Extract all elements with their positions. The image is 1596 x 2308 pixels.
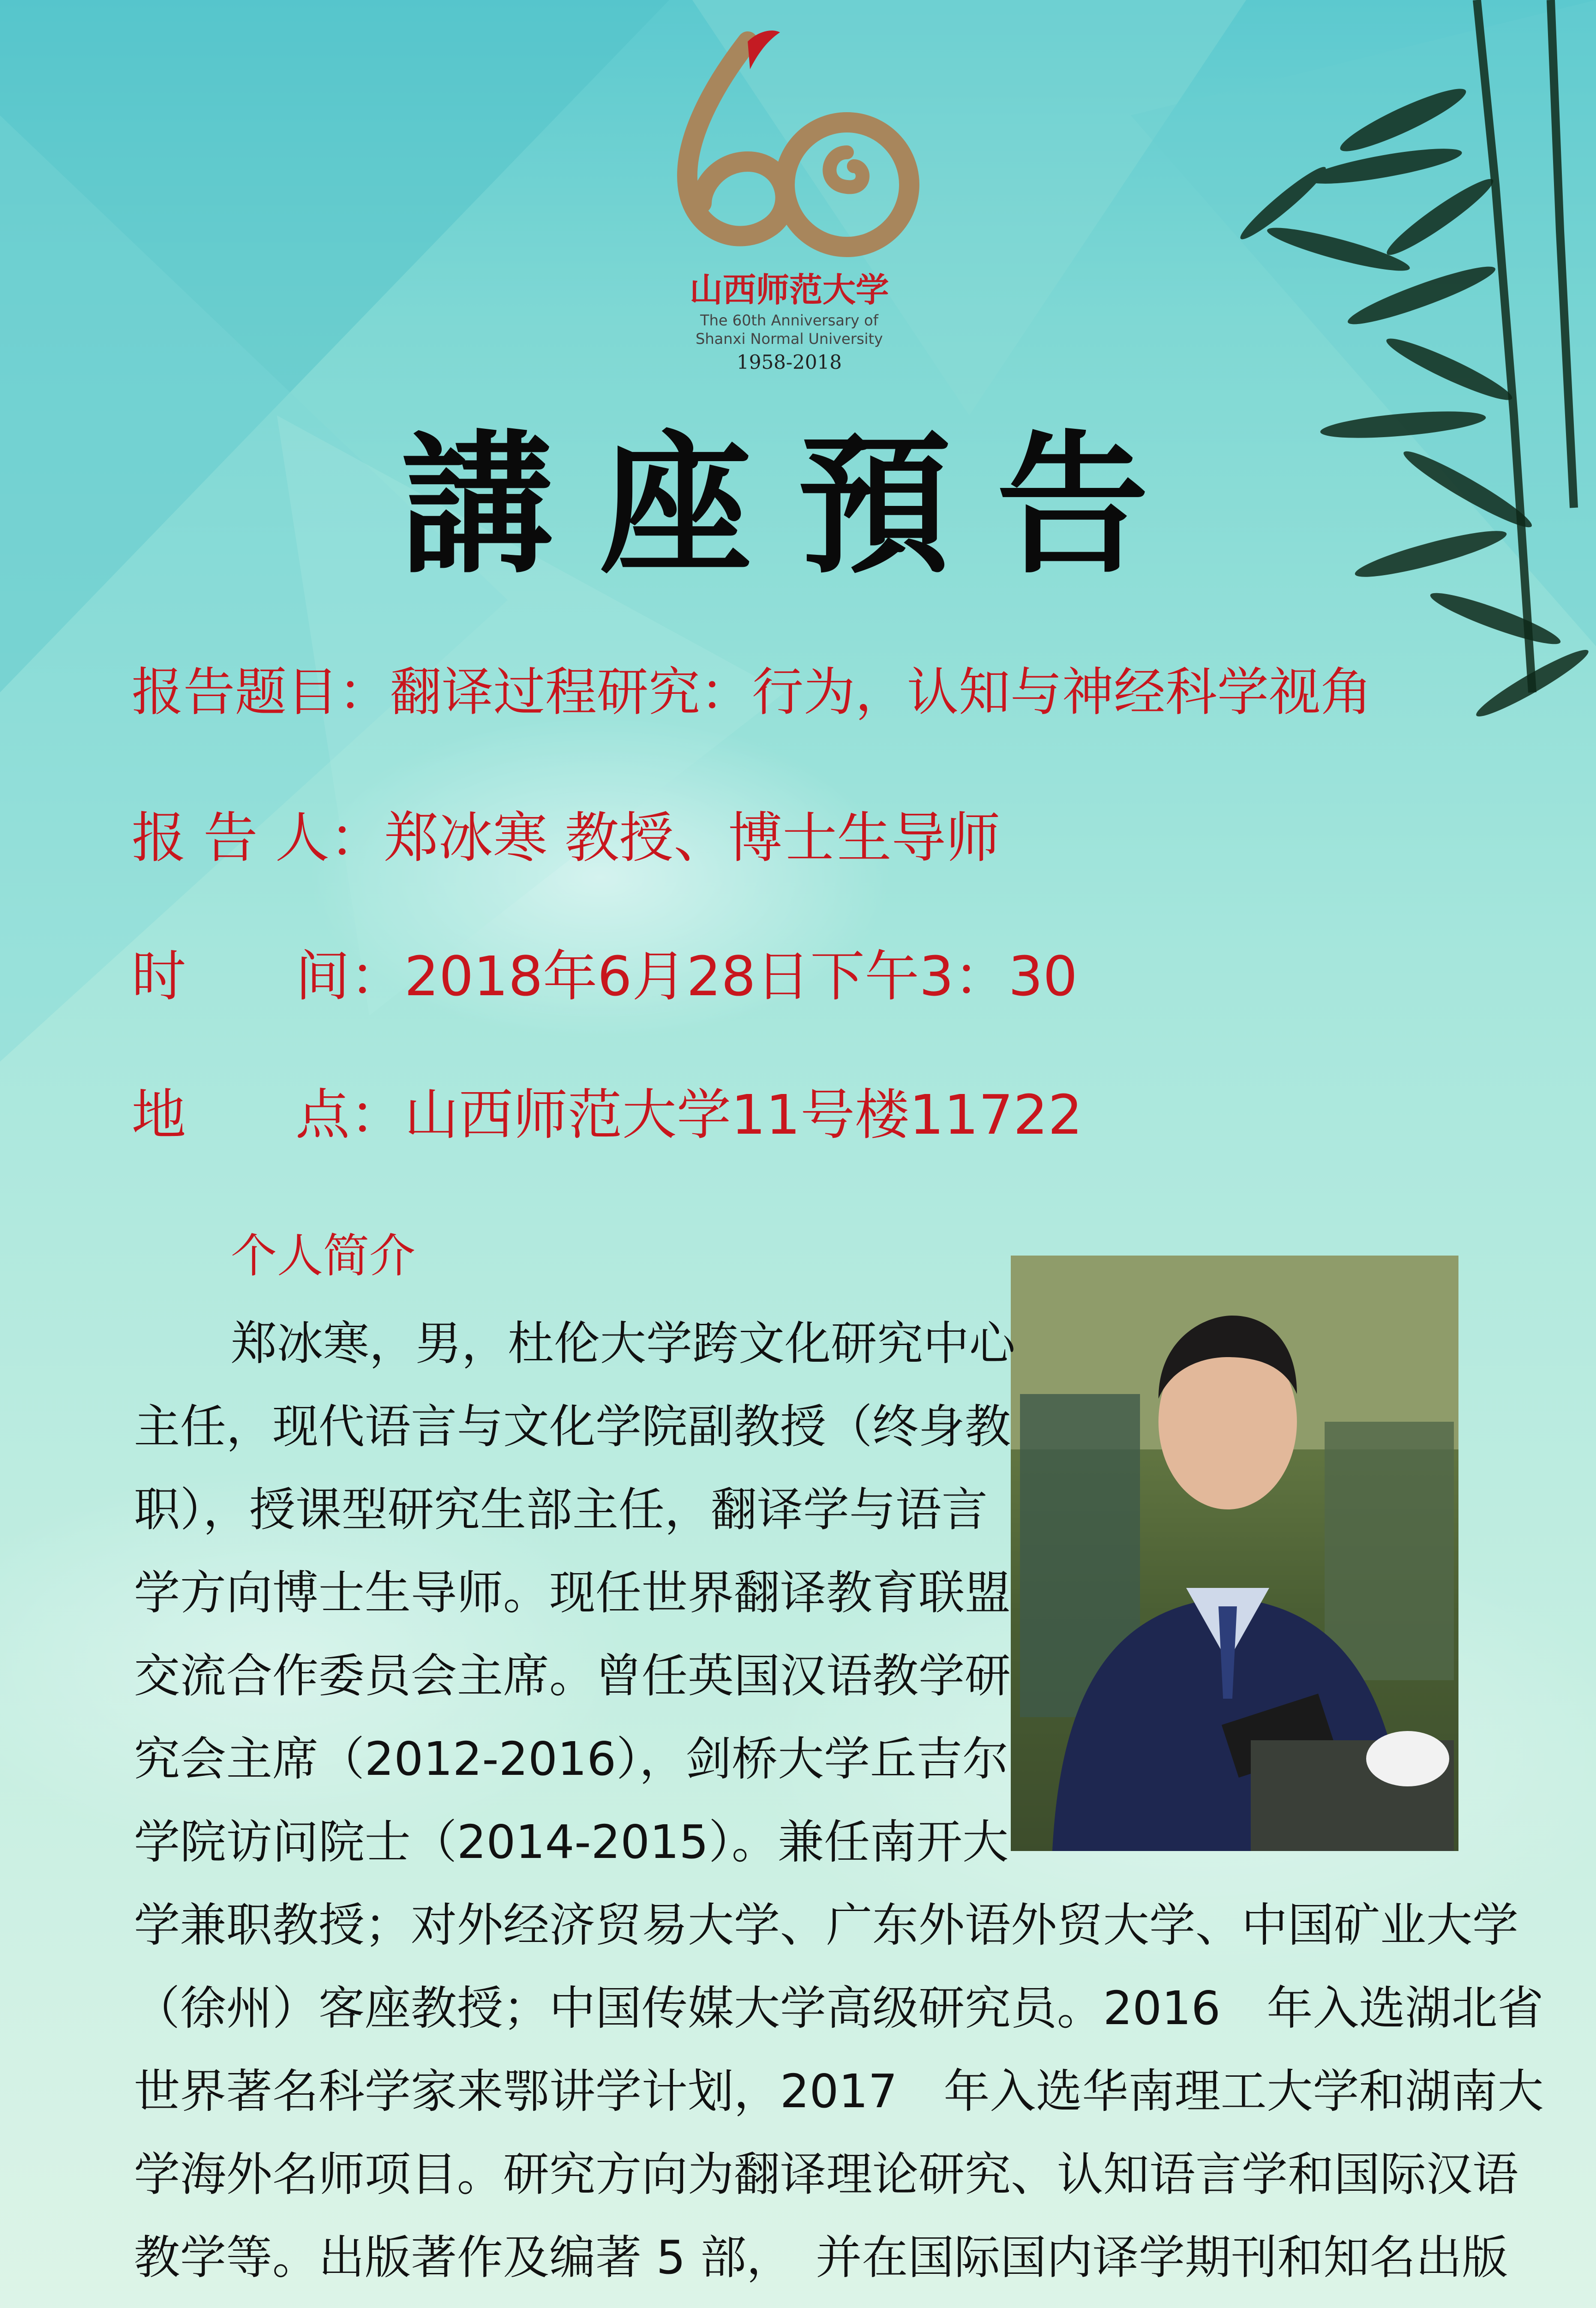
logo-years: 1958-2018 (737, 351, 842, 373)
speaker-line: 报 告 人：郑冰寒 教授、博士生导师 (132, 806, 1001, 870)
bio-line: 究会主席（2012-2016），剑桥大学丘吉尔 (134, 1732, 1009, 1786)
bio-line: 郑冰寒，男，杜伦大学跨文化研究中心 (231, 1316, 1015, 1370)
logo-anniversary-line1: The 60th Anniversary of (700, 312, 878, 329)
bio-line: 学海外名师项目。研究方向为翻译理论研究、认知语言学和国际汉语 (134, 2147, 1518, 2201)
time-value: 间：2018年6月28日下午3：30 (295, 944, 1078, 1008)
speaker-photo (1011, 1256, 1458, 1851)
anniversary-logo (632, 28, 946, 397)
place-value: 点：山西师范大学11号楼11722 (295, 1083, 1083, 1147)
bio-line: 教学等。出版著作及编著 5 部， 并在国际国内译学期刊和知名出版 (134, 2230, 1508, 2284)
speaker-portrait (1011, 1256, 1458, 1851)
bio-line: 职），授课型研究生部主任，翻译学与语言 (134, 1483, 988, 1537)
place-label: 地 (132, 1083, 186, 1147)
bio-line: 学院访问院士（2014-2015）。兼任南开大 (134, 1815, 1009, 1869)
logo-anniversary-line2: Shanxi Normal University (696, 330, 883, 348)
topic-line: 报告题目：翻译过程研究：行为，认知与神经科学视角 (132, 662, 1372, 722)
logo-university-name: 山西师范大学 (689, 270, 889, 309)
logo-60-mark (632, 28, 946, 268)
bio-line: （徐州）客座教授；中国传媒大学高级研究员。2016 年入选湖北省 (134, 1981, 1544, 2035)
bio-line: 世界著名科学家来鄂讲学计划，2017 年入选华南理工大学和湖南大 (134, 2064, 1544, 2118)
bio-heading: 个人简介 (231, 1229, 415, 1283)
poster-title: 講座預告 (401, 415, 1195, 594)
bio-line (134, 2303, 1380, 2308)
bio-line: 主任，现代语言与文化学院副教授（终身教 (134, 1400, 1011, 1454)
bio-line: 交流合作委员会主席。曾任英国汉语教学研 (134, 1649, 1011, 1703)
time-label: 时 (132, 944, 186, 1008)
bio-line: 学兼职教授；对外经济贸易大学、广东外语外贸大学、中国矿业大学 (134, 1898, 1518, 1952)
bio-line: 学方向博士生导师。现任世界翻译教育联盟 (134, 1566, 1011, 1620)
